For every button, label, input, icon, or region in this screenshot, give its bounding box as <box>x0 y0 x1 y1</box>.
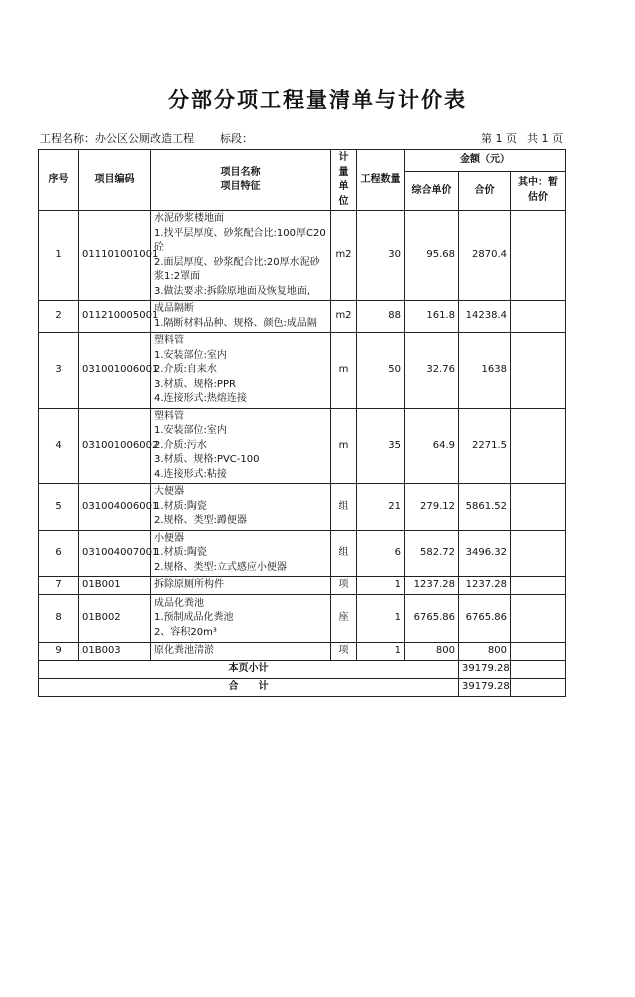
row-description <box>151 301 331 333</box>
row-total: 1237.28 <box>459 577 511 595</box>
row-seq: 3 <box>39 333 79 409</box>
project-name: 工程名称：办公区公厕改造工程 <box>40 132 194 145</box>
row-total: 5861.52 <box>459 484 511 531</box>
row-description <box>151 577 331 595</box>
row-seq: 2 <box>39 301 79 333</box>
row-description <box>151 333 331 409</box>
row-description-line: 1.安装部位:室内 <box>154 349 227 361</box>
grand-total-value: 39179.28 <box>459 679 511 697</box>
header-provisional: 其中：暂估价 <box>511 171 566 210</box>
row-unit: m2 <box>331 211 357 301</box>
row-provisional <box>511 301 566 333</box>
row-unit-price: 64.9 <box>405 408 459 484</box>
row-description-line: 拆除原厕所构件 <box>154 579 224 591</box>
row-code: 011210005001 <box>79 301 151 333</box>
row-seq: 7 <box>39 577 79 595</box>
row-code: 031004006001 <box>79 484 151 531</box>
row-description-line: 成品隔断 <box>154 303 194 314</box>
row-total: 2870.4 <box>459 211 511 301</box>
header-total: 合价 <box>459 171 511 210</box>
row-code: 01B001 <box>79 577 151 595</box>
row-provisional <box>511 643 566 661</box>
row-unit: 组 <box>331 484 357 531</box>
grand-total-row <box>39 679 566 697</box>
row-unit: m <box>331 408 357 484</box>
row-description <box>151 530 331 577</box>
table-row <box>39 643 566 661</box>
row-unit: m2 <box>331 301 357 333</box>
table-row <box>39 595 566 643</box>
row-description-line: 2.介质:自来水 <box>154 364 217 375</box>
row-unit-price: 95.68 <box>405 211 459 301</box>
row-description-line: 2.规格、类型:立式感应小便器 <box>154 561 287 573</box>
row-unit-price: 161.8 <box>405 301 459 333</box>
header-seq: 序号 <box>39 150 79 211</box>
row-description-line: 1.隔断材料品种、规格、颜色:成品隔 <box>154 317 317 329</box>
row-total: 6765.86 <box>459 595 511 643</box>
document-title: 分部分项工程量清单与计价表 <box>168 88 467 112</box>
row-provisional <box>511 408 566 484</box>
row-unit-price: 6765.86 <box>405 595 459 643</box>
row-qty: 1 <box>357 643 405 661</box>
page-number: 第 1 页 <box>481 132 517 145</box>
header-amount-group: 金额（元） <box>405 150 566 172</box>
row-unit-price: 279.12 <box>405 484 459 531</box>
row-qty: 35 <box>357 408 405 484</box>
row-description-line: 1.预制成品化粪池 <box>154 612 234 624</box>
row-code: 01B003 <box>79 643 151 661</box>
row-seq: 9 <box>39 643 79 661</box>
subtotal-label: 本页小计 <box>39 661 459 679</box>
row-seq: 8 <box>39 595 79 643</box>
row-seq: 5 <box>39 484 79 531</box>
row-unit-price: 32.76 <box>405 333 459 409</box>
subtotal-value: 39179.28 <box>459 661 511 679</box>
row-code: 031004007001 <box>79 530 151 577</box>
row-qty: 6 <box>357 530 405 577</box>
row-code: 011101001001 <box>79 211 151 301</box>
row-qty: 1 <box>357 595 405 643</box>
row-code: 031001006001 <box>79 333 151 409</box>
row-description <box>151 211 331 301</box>
row-seq: 6 <box>39 530 79 577</box>
row-description-line: 原化粪池清淤 <box>154 645 214 657</box>
row-description-line: 1.材质:陶瓷 <box>154 547 207 558</box>
table-row <box>39 301 566 333</box>
row-total: 2271.5 <box>459 408 511 484</box>
row-description <box>151 484 331 531</box>
row-unit: m <box>331 333 357 409</box>
header-code: 项目编码 <box>79 150 151 211</box>
row-unit: 座 <box>331 595 357 643</box>
row-qty: 30 <box>357 211 405 301</box>
row-seq: 1 <box>39 211 79 301</box>
row-seq: 4 <box>39 408 79 484</box>
subtotal-provisional <box>511 661 566 679</box>
row-unit-price: 582.72 <box>405 530 459 577</box>
row-total: 14238.4 <box>459 301 511 333</box>
table-row <box>39 333 566 409</box>
row-description <box>151 408 331 484</box>
row-unit: 项 <box>331 577 357 595</box>
header-name-line2: 项目特征 <box>220 181 261 192</box>
header-unit-price: 综合单价 <box>405 171 459 210</box>
row-qty: 88 <box>357 301 405 333</box>
row-description-line: 砼 <box>154 242 164 253</box>
header-name <box>151 150 331 211</box>
row-provisional <box>511 211 566 301</box>
bill-table <box>38 149 566 697</box>
row-description-line: 1.找平层厚度、砂浆配合比:100厚C20 <box>154 227 326 239</box>
row-provisional <box>511 333 566 409</box>
row-provisional <box>511 577 566 595</box>
table-row <box>39 484 566 531</box>
header-unit: 计量单位 <box>331 150 357 211</box>
row-description-line: 4.连接形式:热熔连接 <box>154 393 247 404</box>
row-total: 1638 <box>459 333 511 409</box>
row-provisional <box>511 530 566 577</box>
row-description-line: 水泥砂浆楼地面 <box>154 213 224 224</box>
row-description-line: 塑料管 <box>154 335 184 346</box>
table-body <box>39 211 566 661</box>
grand-total-provisional <box>511 679 566 697</box>
subtotal-row <box>39 661 566 679</box>
row-description-line: 塑料管 <box>154 410 184 422</box>
row-description-line: 浆1:2罩面 <box>154 271 201 282</box>
section-label: 标段： <box>220 132 253 145</box>
row-unit: 组 <box>331 530 357 577</box>
project-info <box>40 130 253 146</box>
row-description-line: 2、容积20m³ <box>154 626 217 638</box>
row-qty: 50 <box>357 333 405 409</box>
row-description-line: 3.材质、规格:PPR <box>154 378 236 390</box>
row-description-line: 2.规格、类型:蹲便器 <box>154 515 247 526</box>
row-description-line: 成品化粪池 <box>154 597 204 609</box>
table-row <box>39 408 566 484</box>
total-pages: 共 1 页 <box>527 132 563 145</box>
row-provisional <box>511 484 566 531</box>
table-row <box>39 530 566 577</box>
table-row <box>39 577 566 595</box>
row-description-line: 3.做法要求:拆除原地面及恢复地面, <box>154 285 311 297</box>
row-description-line: 大便器 <box>154 486 184 497</box>
row-description-line: 小便器 <box>154 532 184 544</box>
grand-total-label: 合 计 <box>39 679 459 697</box>
row-description-line: 1.材质:陶瓷 <box>154 500 207 512</box>
row-description <box>151 595 331 643</box>
row-provisional <box>511 595 566 643</box>
row-unit: 项 <box>331 643 357 661</box>
header-name-line1: 项目名称 <box>220 166 261 178</box>
row-description <box>151 643 331 661</box>
page-info <box>481 130 563 146</box>
row-code: 01B002 <box>79 595 151 643</box>
row-description-line: 2.介质:污水 <box>154 439 207 451</box>
row-unit-price: 800 <box>405 643 459 661</box>
row-code: 031001006002 <box>79 408 151 484</box>
table-row <box>39 211 566 301</box>
row-description-line: 4.连接形式:粘接 <box>154 468 227 480</box>
row-description-line: 1.安装部位:室内 <box>154 425 227 436</box>
row-total: 3496.32 <box>459 530 511 577</box>
row-total: 800 <box>459 643 511 661</box>
row-description-line: 2.面层厚度、砂浆配合比:20厚水泥砂 <box>154 256 320 268</box>
row-qty: 21 <box>357 484 405 531</box>
row-description-line: 3.材质、规格:PVC-100 <box>154 454 260 465</box>
header-qty: 工程数量 <box>357 150 405 211</box>
row-unit-price: 1237.28 <box>405 577 459 595</box>
row-qty: 1 <box>357 577 405 595</box>
